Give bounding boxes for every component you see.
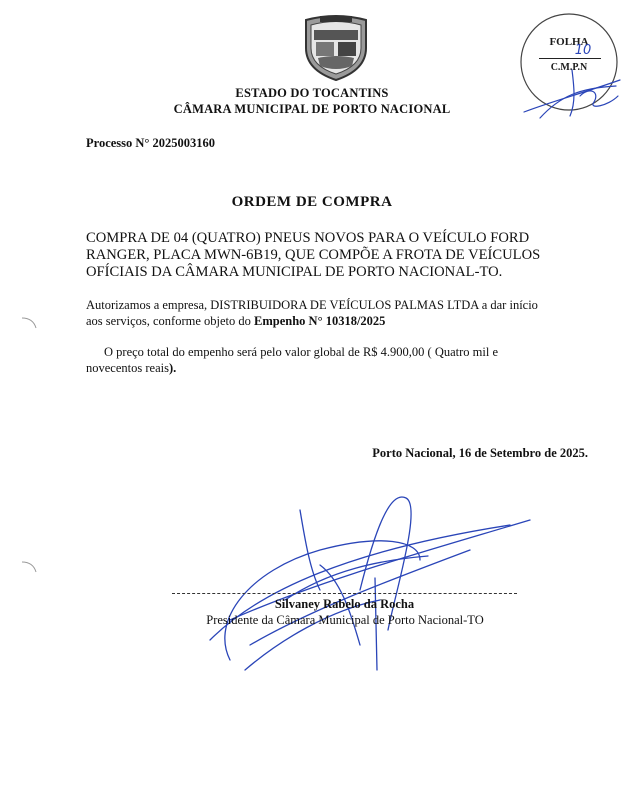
stamp-title: FOLHA [549, 36, 589, 48]
handwritten-signature [170, 470, 550, 680]
document-title: ORDEM DE COMPRA [231, 194, 393, 210]
stamp-org: C.M.P.N [550, 62, 588, 73]
price-paragraph [86, 344, 546, 376]
coat-of-arms-crest-icon [300, 10, 372, 82]
price-close: ). [168, 361, 177, 375]
authorization-paragraph [86, 298, 556, 329]
price-text: O preço total do empenho será pelo valor global de R$ 4.900,00 ( Quatro mil e novecentos reais [86, 345, 498, 375]
authorization-text: Autorizamos a empresa, DISTRIBUIDORA DE VEÍCULOS PALMAS LTDA a dar início aos serviços, conforme objeto do [86, 298, 538, 328]
stamp-page-number: 10 [574, 43, 592, 58]
header-state: ESTADO DO TOCANTINS [235, 86, 389, 100]
signatory-name: Silvaney Rabelo da Rocha [274, 597, 415, 611]
signature-line [172, 593, 517, 594]
header-chamber: CÂMARA MUNICIPAL DE PORTO NACIONAL [173, 102, 451, 116]
place-date: Porto Nacional, 16 de Setembro de 2025. [372, 446, 588, 460]
initials-scrawl [520, 66, 624, 122]
purchase-object: COMPRA DE 04 (QUATRO) PNEUS NOVOS PARA O VEÍCULO FORD RANGER, PLACA MWN-6B19, QUE COMPÕE A FROTA DE VEÍCULOS OFÍCIAIS DA CÂMARA MUNICIPAL DE PORTO NACIONAL-TO. [86, 230, 541, 280]
punch-hole-marks [0, 0, 40, 799]
signatory-role: Presidente da Câmara Municipal de Porto Nacional-TO [206, 613, 484, 627]
empenho-reference: Empenho N° 10318/2025 [254, 313, 386, 328]
process-number: Processo N° 2025003160 [86, 136, 216, 150]
